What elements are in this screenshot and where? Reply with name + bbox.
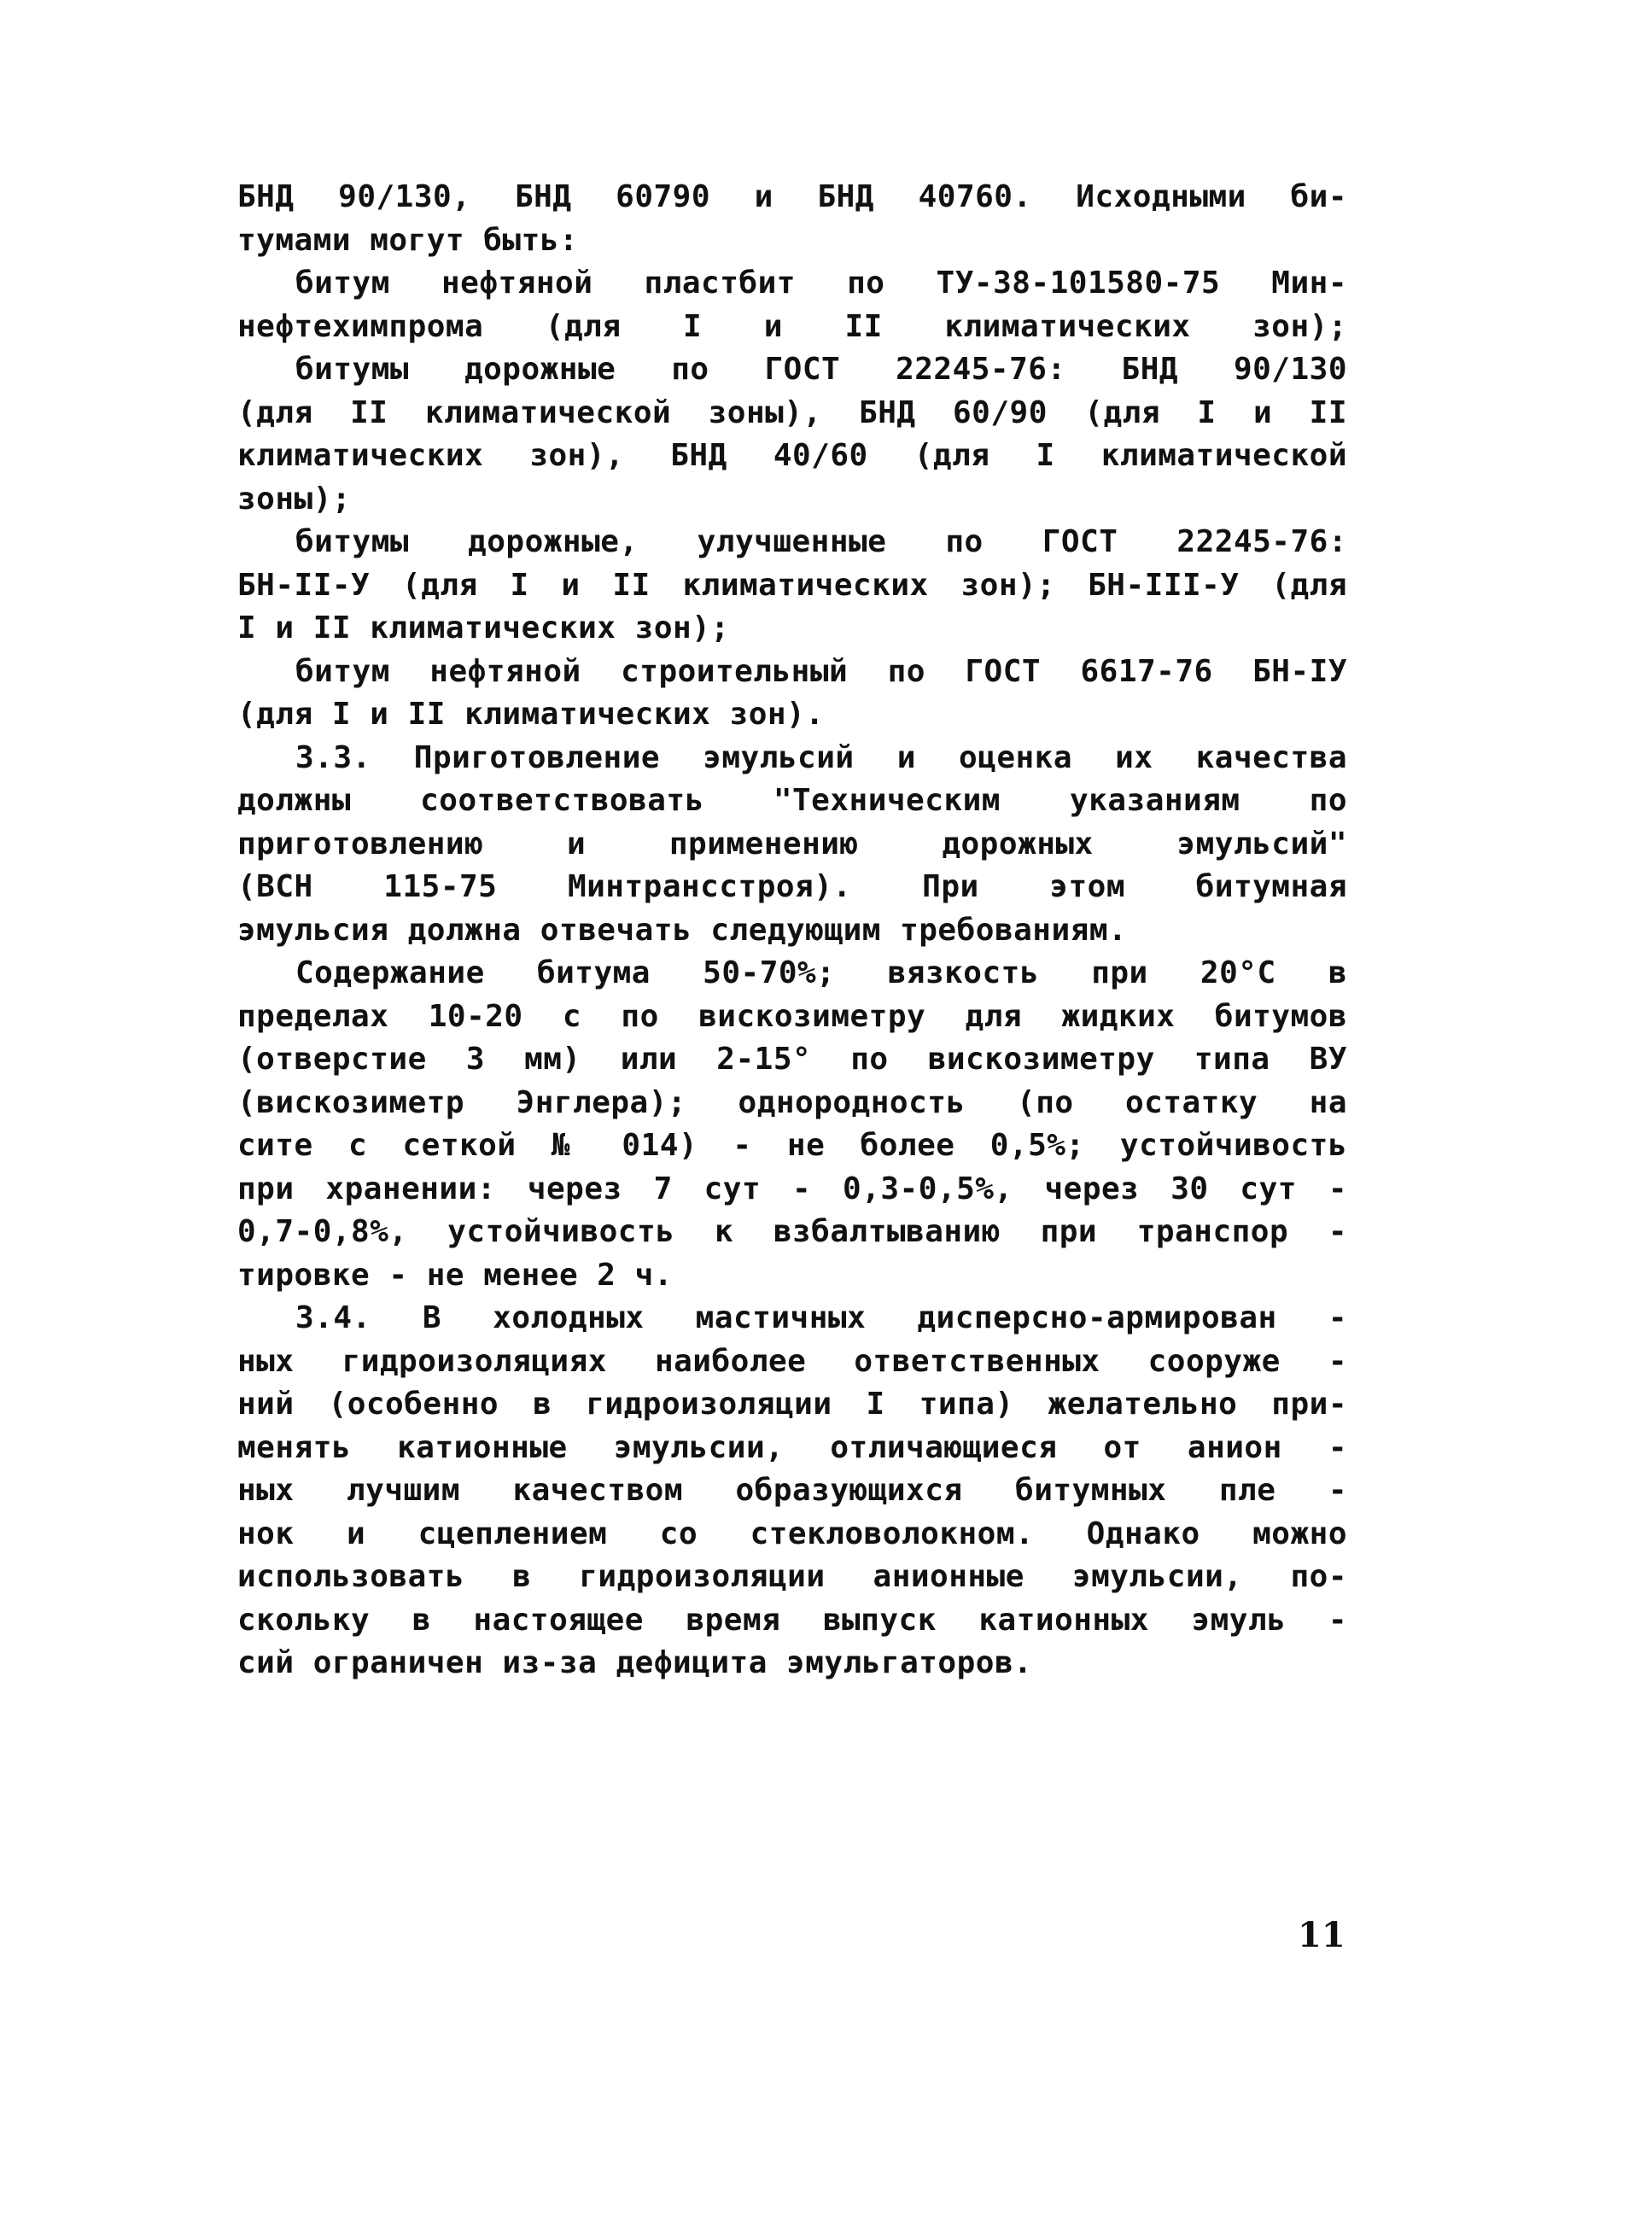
text-line: БНД 90/130, БНД 60790 и БНД 40760. Исходными би- bbox=[237, 179, 1347, 214]
text-line: ний (особенно в гидроизоляции I типа) желательно при- bbox=[237, 1387, 1347, 1422]
text-line: I и II климатических зон); bbox=[237, 610, 730, 645]
text-line: менять катионные эмульсии, отличающиеся от анион - bbox=[237, 1429, 1347, 1465]
text-line: (вискозиметр Энглера); однородность (по остатку на bbox=[237, 1084, 1347, 1120]
text-line: скольку в настоящее время выпуск катионных эмуль - bbox=[237, 1602, 1347, 1638]
text-line: тумами могут быть: bbox=[237, 222, 579, 258]
text-line: эмульсия должна отвечать следующим требованиям. bbox=[237, 912, 1128, 948]
text-line: нефтехимпрома (для I и II климатических зон); bbox=[237, 308, 1347, 344]
text-line: (для II климатической зоны), БНД 60/90 (для I и II bbox=[237, 394, 1347, 430]
text-line: зоны); bbox=[237, 481, 352, 517]
text-line: должны соответствовать "Техническим указаниям по bbox=[237, 783, 1347, 818]
text-line: ных лучшим качеством образующихся битумных пле - bbox=[237, 1473, 1347, 1508]
text-line: битумы дорожные по ГОСТ 22245-76: БНД 90/130 bbox=[295, 352, 1347, 387]
text-line: сий ограничен из-за дефицита эмульгаторов. bbox=[237, 1645, 1033, 1680]
text-line: приготовлению и применению дорожных эмульсий" bbox=[237, 826, 1347, 862]
body-text bbox=[237, 176, 1347, 1685]
text-line: (ВСН 115-75 Минтрансстроя). При этом битумная bbox=[237, 869, 1347, 904]
text-line: Содержание битума 50-70%; вязкость при 20°С в bbox=[295, 955, 1347, 990]
text-line: пределах 10-20 с по вискозиметру для жидких битумов bbox=[237, 998, 1347, 1034]
text-line: битумы дорожные, улучшенные по ГОСТ 22245-76: bbox=[295, 524, 1347, 559]
text-line: (отверстие 3 мм) или 2-15° по вискозиметру типа ВУ bbox=[237, 1042, 1347, 1077]
text-line: климатических зон), БНД 40/60 (для I климатической bbox=[237, 438, 1347, 473]
text-line: битум нефтяной строительный по ГОСТ 6617-76 БН-IУ bbox=[295, 653, 1347, 689]
text-line: использовать в гидроизоляции анионные эмульсии, по- bbox=[237, 1559, 1347, 1594]
text-line: 0,7-0,8%, устойчивость к взбалтыванию при транспор - bbox=[237, 1214, 1347, 1249]
text-line: (для I и II климатических зон). bbox=[237, 697, 825, 732]
text-line: битум нефтяной пластбит по ТУ-38-101580-75 Мин- bbox=[295, 266, 1347, 301]
text-line: 3.3. Приготовление эмульсий и оценка их качества bbox=[295, 739, 1347, 775]
page-number: 11 bbox=[1298, 1915, 1346, 1955]
text-line: сите с сеткой № 014) - не более 0,5%; устойчивость bbox=[237, 1128, 1347, 1163]
text-line: ных гидроизоляциях наиболее ответственных сооруже - bbox=[237, 1343, 1347, 1379]
text-line: при хранении: через 7 сут - 0,3-0,5%, через 30 сут - bbox=[237, 1171, 1347, 1206]
text-line: БН-II-У (для I и II климатических зон); БН-III-У (для bbox=[237, 567, 1347, 603]
text-line: нок и сцеплением со стекловолокном. Однако можно bbox=[237, 1516, 1347, 1551]
text-line: 3.4. В холодных мастичных дисперсно-армирован - bbox=[295, 1300, 1347, 1335]
text-line: тировке - не менее 2 ч. bbox=[237, 1257, 673, 1293]
